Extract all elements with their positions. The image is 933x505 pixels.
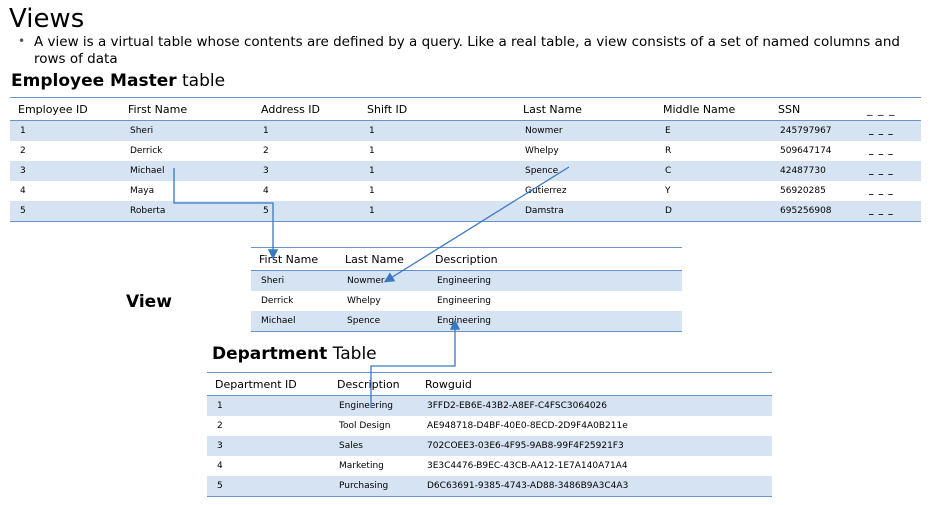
- dept-table-row: [207, 436, 772, 456]
- employee-heading: [11, 70, 225, 92]
- emp-cell: _ _ _: [869, 186, 894, 196]
- dept-cell: 3E3C4476-B9EC-43CB-AA12-1E7A140A71A4: [427, 461, 628, 471]
- view-cell: Whelpy: [347, 296, 381, 306]
- emp-table-row: [10, 121, 921, 142]
- emp-cell: 245797967: [770, 121, 859, 142]
- view-table-row: [251, 311, 682, 332]
- emp-cell: 3: [253, 161, 359, 181]
- emp-cell: 509647174: [780, 146, 832, 156]
- dept-cell: Sales: [329, 436, 417, 456]
- view-col-header: First Name: [251, 248, 337, 271]
- view-cell: Engineering: [427, 311, 682, 332]
- dept-cell: 3: [207, 436, 329, 456]
- dept-cell: 1: [207, 396, 329, 417]
- emp-cell: _ _ _: [859, 161, 921, 181]
- emp-cell: 1: [253, 121, 359, 142]
- view-cell: Spence: [337, 311, 427, 332]
- emp-cell: E: [655, 121, 770, 142]
- dept-cell: Purchasing: [329, 476, 417, 497]
- emp-table-row: [10, 161, 921, 181]
- department-heading: [212, 343, 377, 365]
- dept-table-row: [207, 416, 772, 436]
- emp-col-header: Middle Name: [655, 98, 770, 121]
- emp-cell: _ _ _: [859, 121, 921, 142]
- emp-cell: Whelpy: [525, 146, 559, 156]
- department-table: [207, 372, 772, 497]
- dept-table-row: [207, 456, 772, 476]
- emp-col-header: SSN: [770, 98, 859, 121]
- emp-cell: _ _ _: [859, 201, 921, 222]
- emp-col-header: Employee ID: [10, 98, 120, 121]
- emp-cell: Maya: [130, 186, 155, 196]
- dept-cell: Engineering: [329, 396, 417, 417]
- dept-cell: Marketing: [339, 461, 384, 471]
- view-table: [251, 247, 682, 332]
- emp-cell: 4: [263, 186, 269, 196]
- emp-col-header: First Name: [120, 98, 253, 121]
- emp-cell: C: [655, 161, 770, 181]
- dept-cell: AE948718-D4BF-40E0-8ECD-2D9F4A0B211e: [427, 421, 628, 431]
- bullet-text: A view is a virtual table whose contents are defined by a query. Like a real table, a view consists of a set of named columns and rows of data: [34, 34, 900, 67]
- view-cell: Sheri: [251, 271, 337, 292]
- emp-cell: 1: [10, 121, 120, 142]
- dept-cell: 3FFD2-EB6E-43B2-A8EF-C4FSC3064026: [417, 396, 772, 417]
- emp-cell: _ _ _: [869, 146, 894, 156]
- emp-table-row: [10, 181, 921, 201]
- dept-table-row: [207, 396, 772, 417]
- emp-cell: Spence: [515, 161, 655, 181]
- view-cell: Michael: [251, 311, 337, 332]
- emp-cell: 5: [253, 201, 359, 222]
- emp-table-row: [10, 141, 921, 161]
- view-col-header: Last Name: [337, 248, 427, 271]
- emp-cell: Michael: [120, 161, 253, 181]
- emp-table-row: [10, 201, 921, 222]
- emp-cell: Sheri: [120, 121, 253, 142]
- emp-cell: Roberta: [120, 201, 253, 222]
- emp-cell: Y: [665, 186, 671, 196]
- department-heading-rest: Table: [327, 344, 377, 364]
- emp-col-header: _ _ _: [859, 98, 921, 121]
- emp-cell: 1: [359, 201, 515, 222]
- emp-cell: Nowmer: [515, 121, 655, 142]
- emp-cell: D: [655, 201, 770, 222]
- dept-cell: Tool Design: [339, 421, 391, 431]
- dept-col-header: Description: [329, 373, 417, 396]
- emp-cell: 1: [359, 161, 515, 181]
- view-cell: Engineering: [427, 271, 682, 292]
- view-cell: Nowmer: [337, 271, 427, 292]
- dept-cell: 4: [217, 461, 223, 471]
- employee-heading-rest: table: [176, 71, 226, 91]
- dept-cell: 2: [217, 421, 223, 431]
- employee-table-header: [10, 98, 921, 121]
- employee-heading-bold: Employee Master: [11, 71, 177, 91]
- emp-col-header: Shift ID: [359, 98, 515, 121]
- view-label: View: [126, 292, 172, 312]
- view-cell: Derrick: [261, 296, 294, 306]
- view-table-row: [251, 291, 682, 311]
- emp-cell: 4: [20, 186, 26, 196]
- emp-cell: 2: [263, 146, 269, 156]
- view-cell: Engineering: [437, 296, 491, 306]
- page-title: Views: [9, 4, 85, 34]
- emp-cell: 3: [10, 161, 120, 181]
- dept-table-row: [207, 476, 772, 497]
- dept-cell: D6C63691-9385-4743-AD88-3486B9A3C4A3: [417, 476, 772, 497]
- emp-cell: Derrick: [130, 146, 163, 156]
- emp-cell: R: [665, 146, 672, 156]
- view-table-row: [251, 271, 682, 292]
- bullet-icon: •: [18, 34, 26, 48]
- department-heading-bold: Department: [212, 344, 328, 364]
- emp-cell: Damstra: [515, 201, 655, 222]
- dept-cell: 5: [207, 476, 329, 497]
- emp-cell: 5: [10, 201, 120, 222]
- department-table-header: [207, 373, 772, 396]
- emp-cell: 2: [20, 146, 26, 156]
- emp-cell: 1: [359, 121, 515, 142]
- dept-col-header: Rowguid: [417, 373, 772, 396]
- emp-cell: 695256908: [770, 201, 859, 222]
- emp-col-header: Address ID: [253, 98, 359, 121]
- emp-cell: 42487730: [770, 161, 859, 181]
- view-table-header: [251, 248, 682, 271]
- emp-cell: 1: [369, 186, 375, 196]
- employee-table: [10, 97, 921, 222]
- emp-cell: 56920285: [780, 186, 826, 196]
- emp-cell: 1: [369, 146, 375, 156]
- emp-col-header: Last Name: [515, 98, 655, 121]
- dept-col-header: Department ID: [207, 373, 329, 396]
- dept-cell: 702COEE3-03E6-4F95-9AB8-99F4F25921F3: [417, 436, 772, 456]
- emp-cell: Gutierrez: [525, 186, 567, 196]
- view-col-header: Description: [427, 248, 682, 271]
